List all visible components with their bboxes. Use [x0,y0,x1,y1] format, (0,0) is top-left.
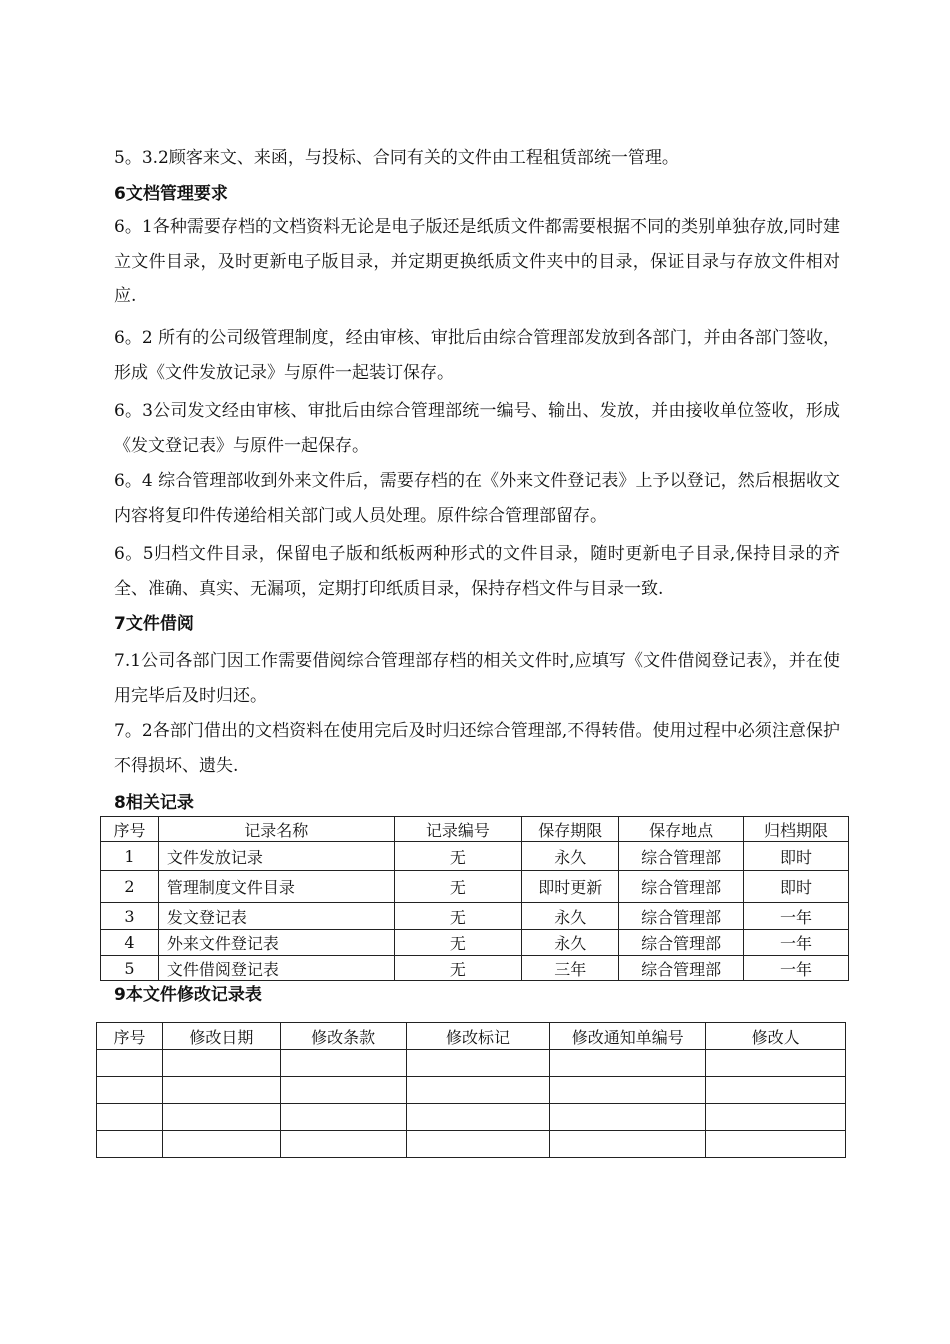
table-row [101,842,849,871]
revision-cell [162,1050,280,1077]
records-cell: 1 [101,842,159,871]
records-cell: 永久 [522,903,619,930]
records-header-cell: 记录名称 [158,817,394,842]
revision-table [96,1022,846,1158]
records-cell: 一年 [744,956,849,981]
records-header-cell: 序号 [101,817,159,842]
revision-cell [162,1104,280,1131]
paragraph-5-3-2: 5。3.2顾客来文、来函，与投标、合同有关的文件由工程租赁部统一管理。 [114,148,679,168]
paragraph-6-5: 6。5归档文件目录，保留电子版和纸板两种形式的文件目录，随时更新电子目录,保持目录的齐全、准确、真实、无漏项，定期打印纸质目录，保持存档文件与目录一致. [114,544,840,599]
records-cell: 文件发放记录 [158,842,394,871]
table-row [97,1104,846,1131]
table-row [101,930,849,956]
revision-cell [162,1077,280,1104]
revision-cell [406,1104,550,1131]
records-cell: 综合管理部 [619,903,744,930]
paragraph-6-3: 6。3公司发文经由审核、审批后由综合管理部统一编号、输出、发放，并由接收单位签收，形成《发文登记表》与原件一起保存。 [114,401,840,456]
revision-cell [97,1050,163,1077]
revision-cell [550,1104,706,1131]
revision-cell [706,1131,846,1158]
table-row [101,903,849,930]
revision-cell [97,1077,163,1104]
records-cell: 发文登记表 [158,903,394,930]
revision-cell [162,1131,280,1158]
revision-cell [550,1131,706,1158]
revision-cell [706,1050,846,1077]
records-cell: 无 [394,930,522,956]
paragraph-7-2: 7。2各部门借出的文档资料在使用完后及时归还综合管理部,不得转借。使用过程中必须注意保护不得损坏、遗失. [114,721,840,776]
heading-7: 7文件借阅 [114,614,194,634]
records-cell: 管理制度文件目录 [158,871,394,903]
paragraph-6-2: 6。2 所有的公司级管理制度，经由审核、审批后由综合管理部发放到各部门，并由各部门签收，形成《文件发放记录》与原件一起装订保存。 [114,328,840,383]
revision-header-cell: 修改日期 [162,1023,280,1050]
heading-9: 9本文件修改记录表 [114,985,262,1005]
records-cell: 三年 [522,956,619,981]
records-cell: 综合管理部 [619,956,744,981]
revision-cell [706,1104,846,1131]
revision-cell [280,1050,406,1077]
revision-cell [97,1104,163,1131]
records-cell: 即时 [744,842,849,871]
revision-cell [706,1077,846,1104]
records-cell: 文件借阅登记表 [158,956,394,981]
paragraph-7-1: 7.1公司各部门因工作需要借阅综合管理部存档的相关文件时,应填写《文件借阅登记表》，并在使用完毕后及时归还。 [114,651,840,706]
records-cell: 综合管理部 [619,871,744,903]
records-cell: 5 [101,956,159,981]
revision-cell [406,1050,550,1077]
records-cell: 外来文件登记表 [158,930,394,956]
table-row [101,956,849,981]
revision-cell [550,1050,706,1077]
records-header-row [101,817,849,842]
revision-cell [97,1131,163,1158]
records-cell: 即时 [744,871,849,903]
records-table [100,816,849,981]
paragraph-6-4: 6。4 综合管理部收到外来文件后，需要存档的在《外来文件登记表》上予以登记，然后根据收文内容将复印件传递给相关部门或人员处理。原件综合管理部留存。 [114,471,840,526]
records-cell: 无 [394,871,522,903]
revision-header-cell: 序号 [97,1023,163,1050]
revision-cell [280,1104,406,1131]
records-cell: 无 [394,842,522,871]
records-header-cell: 记录编号 [394,817,522,842]
records-cell: 永久 [522,842,619,871]
records-cell: 综合管理部 [619,842,744,871]
table-row [101,871,849,903]
revision-header-cell: 修改通知单编号 [550,1023,706,1050]
records-cell: 3 [101,903,159,930]
revision-cell [550,1077,706,1104]
records-cell: 无 [394,956,522,981]
revision-header-row [97,1023,846,1050]
records-cell: 2 [101,871,159,903]
records-cell: 一年 [744,930,849,956]
revision-cell [406,1077,550,1104]
revision-cell [280,1077,406,1104]
records-cell: 即时更新 [522,871,619,903]
revision-header-cell: 修改标记 [406,1023,550,1050]
records-cell: 4 [101,930,159,956]
revision-cell [280,1131,406,1158]
table-row [97,1050,846,1077]
table-row [97,1077,846,1104]
heading-6: 6文档管理要求 [114,184,228,204]
records-cell: 一年 [744,903,849,930]
records-cell: 永久 [522,930,619,956]
paragraph-6-1: 6。1各种需要存档的文档资料无论是电子版还是纸质文件都需要根据不同的类别单独存放,同时建立文件目录，及时更新电子版目录，并定期更换纸质文件夹中的目录，保证目录与存放文件相对应. [114,217,840,306]
records-cell: 综合管理部 [619,930,744,956]
revision-cell [406,1131,550,1158]
revision-header-cell: 修改条款 [280,1023,406,1050]
revision-header-cell: 修改人 [706,1023,846,1050]
records-header-cell: 保存期限 [522,817,619,842]
records-header-cell: 保存地点 [619,817,744,842]
heading-8: 8相关记录 [114,793,194,813]
records-header-cell: 归档期限 [744,817,849,842]
table-row [97,1131,846,1158]
records-cell: 无 [394,903,522,930]
